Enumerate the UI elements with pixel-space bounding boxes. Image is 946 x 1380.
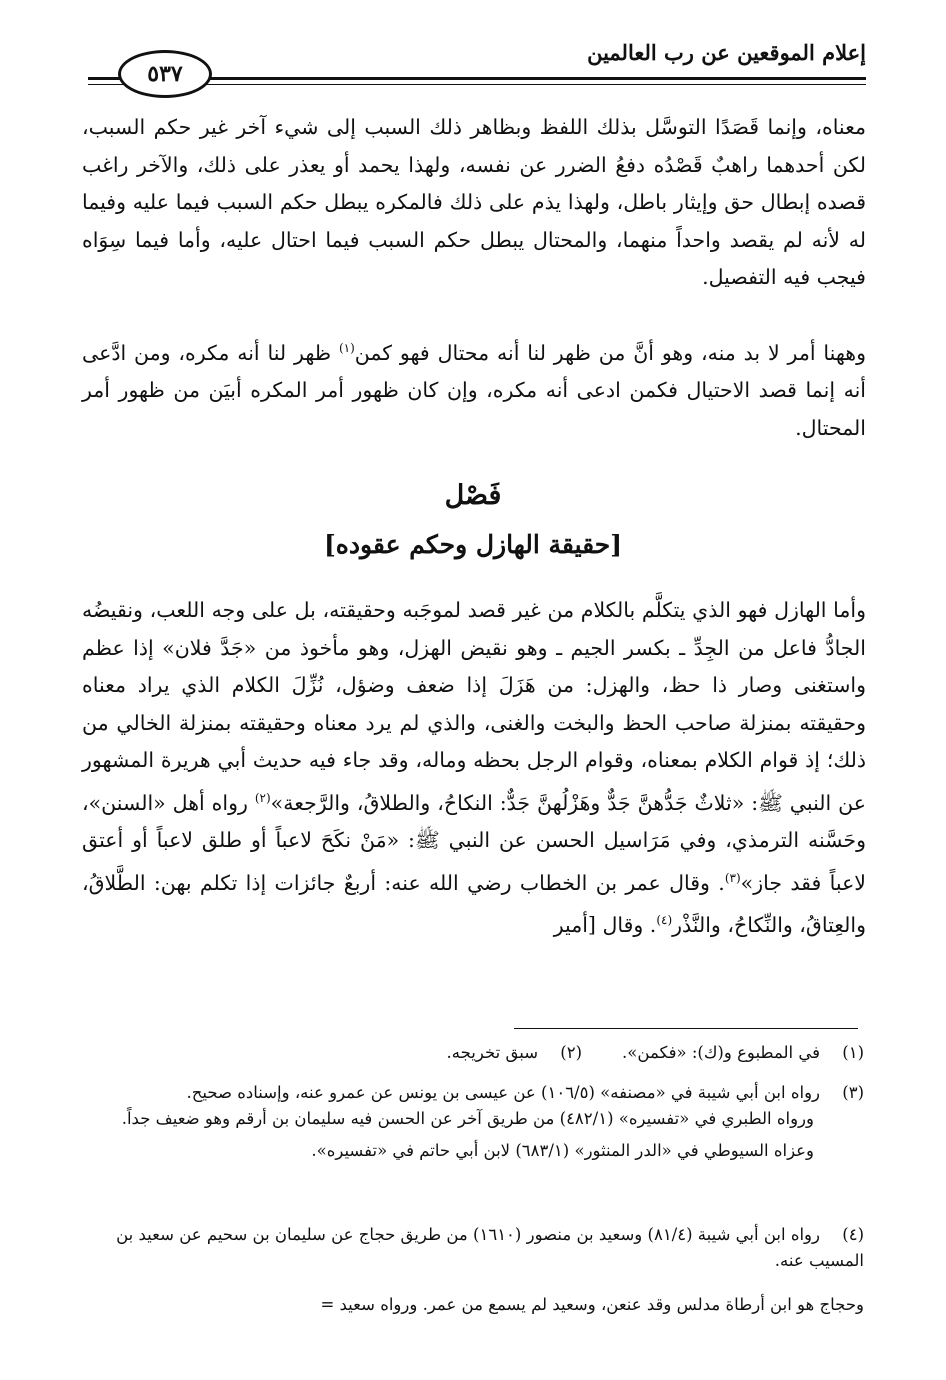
footnote-3-line-3: وعزاه السيوطي في «الدر المنثور» (٦٨٣/١) لابن أبي حاتم في «تفسيره». — [311, 1141, 814, 1160]
footnote-3-line-1: رواه ابن أبي شيبة في «مصنفه» (١٠٦/٥) عن عيسى بن يونس عن عمرو عنه، وإسناده صحيح. — [186, 1083, 820, 1102]
footnote-4-line-1: رواه ابن أبي شيبة (٨١/٤) وسعيد بن منصور (١٦١٠) من طريق حجاج عن سليمان بن سحيم عن سعيد بن المسيب عنه. — [116, 1225, 864, 1270]
footnote-2-text: سبق تخريجه. — [446, 1043, 539, 1062]
footnote-1-2 — [82, 1040, 864, 1066]
footnote-ref-4: (٤) — [656, 913, 673, 928]
section-heading: فَصْل — [444, 480, 502, 511]
footnote-3-line-2: ورواه الطبري في «تفسيره» (٤٨٢/١) من طريق آخر عن الحسن فيه سليمان بن أرقم وهو ضعيف جداً. — [121, 1109, 814, 1128]
footnote-separator — [514, 1028, 858, 1029]
footnote-4 — [82, 1222, 864, 1274]
paragraph-2-text-a: وههنا أمر لا بد منه، وهو أنَّ من ظهر لنا أنه محتال فهو كمن — [354, 340, 866, 365]
footnote-2-number: (٢) — [560, 1043, 583, 1062]
footnote-3 — [82, 1080, 864, 1164]
paragraph-1: معناه، وإنما قَصَدًا التوسَّل بذلك اللفظ وبظاهر ذلك السبب إلى شيء آخر غير حكم السبب، لكن أحدهما راهبٌ قَصْدُه دفعُ الضرر عن نفسه، ولهذا يحمد أو يعذر على ذلك، والآخر راغب قصده إبطال حق وإيثار باطل، ولهذا يذم على ذلك فالمكره يبطل حكم السبب فيما عليه وفيما له لأنه لم يقصد واحداً منهما، والمحتال يبطل حكم السبب فيما احتال عليه، وأما فيما سِوَاه فيجب فيه التفصيل. — [82, 115, 866, 290]
paragraph-3-text-a: وأما الهازل فهو الذي يتكلَّم بالكلام من غير قصد لموجَبه وحقيقته، بل على وجه اللعب، ونقيضُه الجادُّ فاعل من الجِدِّ ـ بكسر الجيم ـ وهو نقيض الهزل، وهو مأخوذ من «جَدَّ فلان» إذا عظم واستغنى وصار ذا حظ، والهزل: من هَزَلَ إذا ضعف وضؤل، نُزِّلَ الكلام الذي يراد معناه وحقيقته بمنزلة صاحب الحظ والبخت والغنى، والذي لم يرد معناه وحقيقته بمنزلة الخالي من ذلك؛ إذ قوام الكلام بمعناه، وقوام الرجل بحظه وماله، وقد جاء فيه حديث أبي هريرة المشهور عن النبي ﷺ: «ثلاثٌ جَدُّهنَّ جَدٌّ وهَزْلُهنَّ جَدٌّ: النكاحُ، والطلاقُ، والرَّجعة» — [82, 598, 866, 815]
footnote-ref-1: (١) — [338, 341, 355, 355]
page-number: ٥٣٧ — [118, 50, 212, 98]
footnote-3-number: (٣) — [842, 1083, 864, 1102]
paragraph-3-text-b: رواه أهل «السنن»، وحَسَّنه الترمذي، وفي مَرَاسيل الحسن عن النبي ﷺ: «مَنْ نكَحَ لاعباً أو طلق لاعباً أو أعتق لاعباً فقد جاز» — [82, 790, 866, 895]
paragraph-2-text-b: ظهر لنا أنه مكره، ومن ادَّعى أنه إنما قصد الاحتيال فكمن ادعى أنه مكره، وإن كان ظهور أمر المكره أبيَن من ظهور أمر المحتال. — [82, 340, 866, 441]
paragraph-3-text-d: . وقال [أمير — [553, 913, 657, 938]
footnote-4-number: (٤) — [842, 1225, 864, 1244]
running-header-title: إعلام الموقعين عن رب العالمين — [587, 40, 866, 65]
paragraph-3 — [82, 592, 866, 945]
footnote-1-number: (١) — [842, 1043, 864, 1062]
footnote-1-text: في المطبوع و(ك): «فكمن». — [622, 1043, 820, 1062]
paragraph-2 — [82, 330, 866, 448]
footnote-ref-3: (٣) — [724, 870, 741, 885]
footnote-ref-2: (٢) — [254, 790, 271, 805]
footnote-4-continuation: وحجاج هو ابن أرطاة مدلس وقد عنعن، وسعيد لم يسمع من عمر. ورواه سعيد = — [320, 1295, 864, 1314]
section-subheading: [حقيقة الهازل وحكم عقوده] — [323, 530, 623, 559]
paragraph-3-text-c: . وقال عمر بن الخطاب رضي الله عنه: أربعٌ جائزات إذا تكلم بهن: الطَّلاقُ، والعِتاقُ، والنِّكاحُ، والنَّذْر — [82, 870, 866, 938]
